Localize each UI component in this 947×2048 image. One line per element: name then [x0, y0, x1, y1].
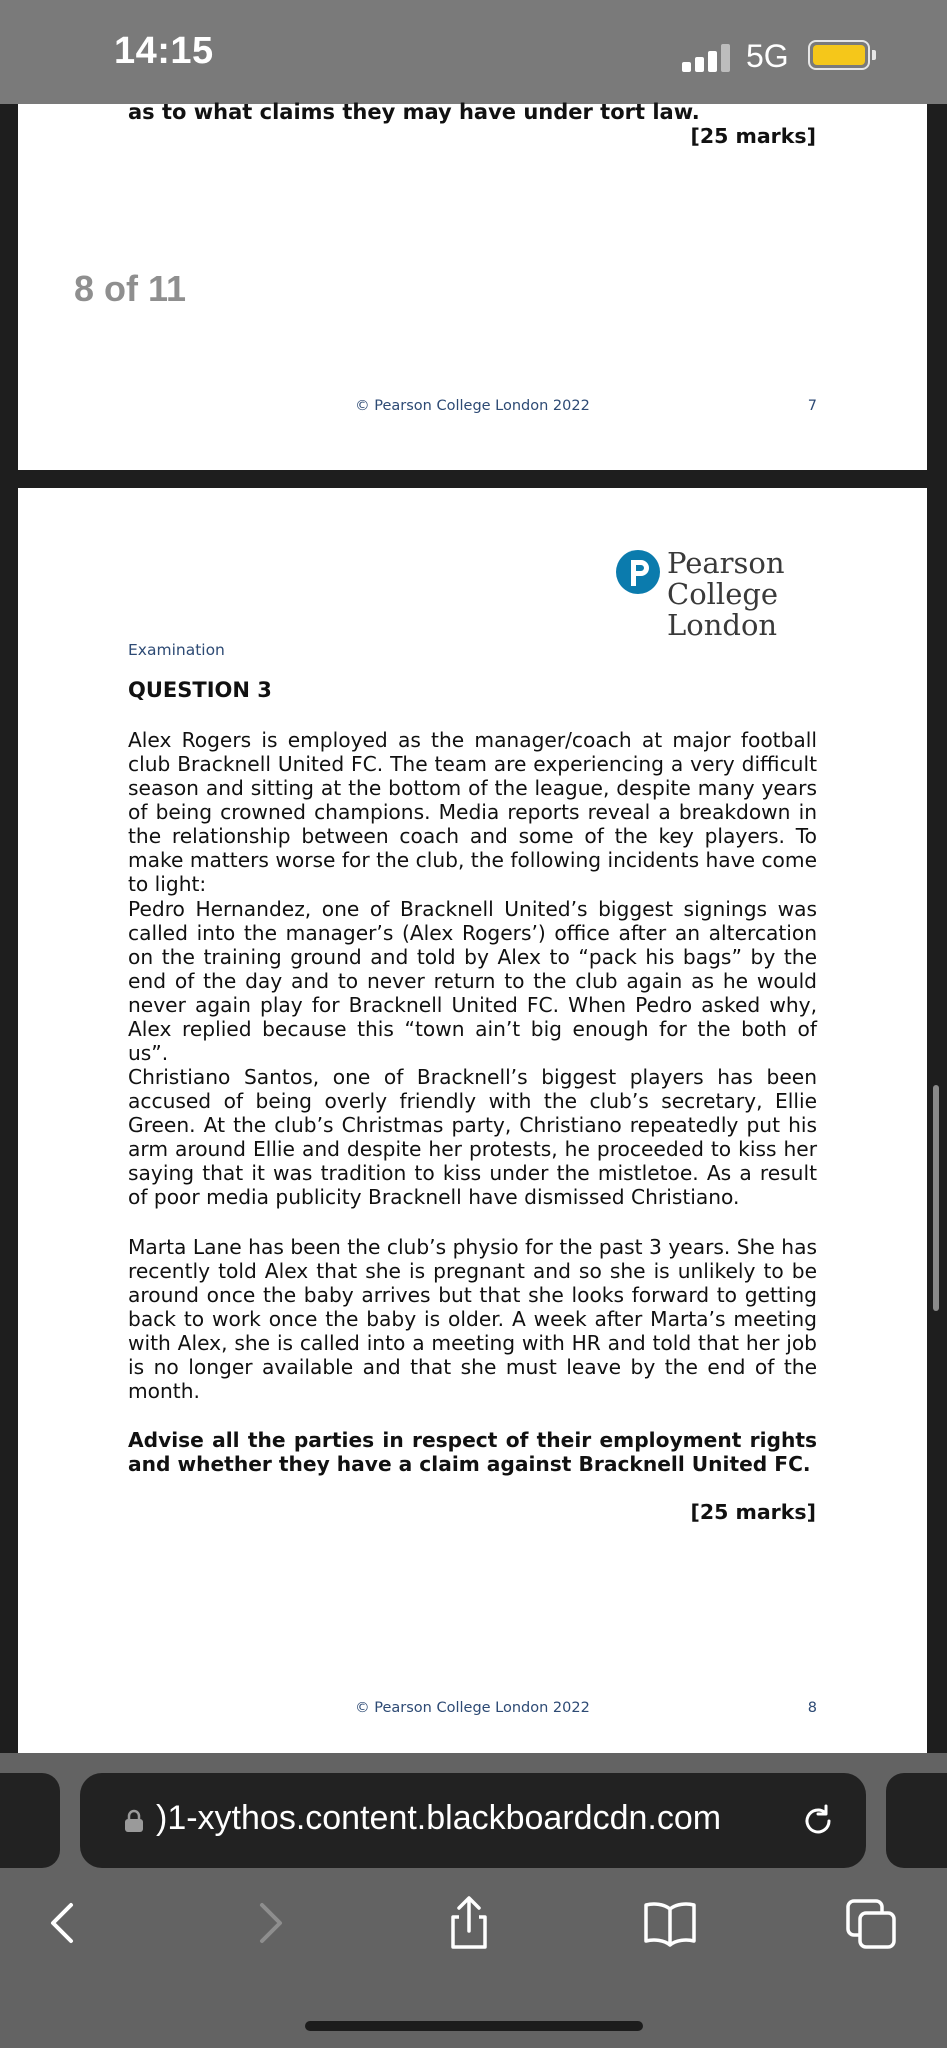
- next-tab-preview[interactable]: [886, 1773, 947, 1868]
- document-page-8: [18, 488, 927, 1753]
- page8-footer: © Pearson College London 2022: [355, 1700, 590, 1716]
- page7-number: 7: [807, 398, 817, 414]
- pearson-logo-icon: [616, 548, 662, 598]
- page-indicator: 8 of 11: [74, 268, 187, 309]
- reload-icon[interactable]: [798, 1801, 838, 1841]
- pearson-logo-text: [667, 548, 785, 641]
- page7-footer: © Pearson College London 2022: [355, 398, 590, 414]
- status-time: 14:15: [114, 30, 214, 72]
- question-paragraph-3: Christiano Santos, one of Bracknell’s biggest players has been accused of being overly friendly with the club’s secretary, Ellie Green. At the club’s Christmas party, Christiano repeatedly put his arm around Ellie and despite her protests, he proceeded to kiss her saying that it was tradition to kiss under the mistletoe. As a result of poor media publicity Bracknell have dismissed Christiano.: [128, 1065, 817, 1209]
- pearson-logo: [616, 548, 796, 648]
- scroll-indicator[interactable]: [933, 1085, 939, 1311]
- status-bar: [0, 0, 947, 104]
- question-title: QUESTION 3: [128, 678, 272, 702]
- question-paragraph-2: Pedro Hernandez, one of Bracknell United’s biggest signings was called into the manager’s (Alex Rogers’) office after an altercation on the training ground and told by Alex to “pack his bags” by the end of the day and to never return to the club again as he would never again play for Bracknell United FC. When Pedro asked why, Alex replied because this “town ain’t big enough for the both of us”.: [128, 897, 817, 1065]
- battery-tip: [872, 50, 876, 60]
- exam-label: Examination: [128, 641, 225, 659]
- bookmarks-icon[interactable]: [640, 1893, 700, 1953]
- logo-line-3: London: [667, 608, 778, 642]
- page8-number: 8: [807, 1700, 817, 1716]
- question-paragraph-4: Marta Lane has been the club’s physio for the past 3 years. She has recently told Alex that she is pregnant and so she is unlikely to be around once the baby arrives but that she looks forward to getting back to work once the baby is older. A week after Marta’s meeting with Alex, she is called into a meeting with HR and told that her job is no longer available and that she must leave by the end of the month.: [128, 1235, 817, 1403]
- share-icon[interactable]: [439, 1893, 499, 1953]
- url-text[interactable]: )1-xythos.content.blackboardcdn.com: [156, 1799, 722, 1837]
- question-instruction: Advise all the parties in respect of their employment rights and whether they have a claim against Bracknell United FC.: [128, 1428, 817, 1476]
- question-paragraph-1: Alex Rogers is employed as the manager/coach at major football club Bracknell United FC. The team are experiencing a very difficult season and sitting at the bottom of the league, despite many years of being crowned champions. Media reports reveal a breakdown in the relationship between coach and some of the key players. To make matters worse for the club, the following incidents have come to light:: [128, 728, 817, 896]
- page8-marks: [25 marks]: [690, 1500, 816, 1524]
- forward-icon[interactable]: [240, 1893, 300, 1953]
- logo-line-1: Pearson: [667, 546, 785, 580]
- address-bar[interactable]: [80, 1773, 866, 1868]
- home-indicator[interactable]: [305, 2021, 643, 2031]
- document-page-7: [18, 100, 927, 470]
- page7-last-line: as to what claims they may have under tort law.: [128, 100, 700, 124]
- battery-icon: [808, 40, 870, 70]
- lock-icon: [124, 1809, 144, 1833]
- previous-tab-preview[interactable]: [0, 1773, 60, 1868]
- network-type: 5G: [746, 38, 789, 74]
- page7-marks: [25 marks]: [690, 124, 816, 148]
- logo-line-2: College: [667, 577, 779, 611]
- tabs-icon[interactable]: [842, 1893, 902, 1953]
- signal-icon: [682, 42, 738, 72]
- browser-chrome: [0, 1753, 947, 2048]
- back-icon[interactable]: [33, 1893, 93, 1953]
